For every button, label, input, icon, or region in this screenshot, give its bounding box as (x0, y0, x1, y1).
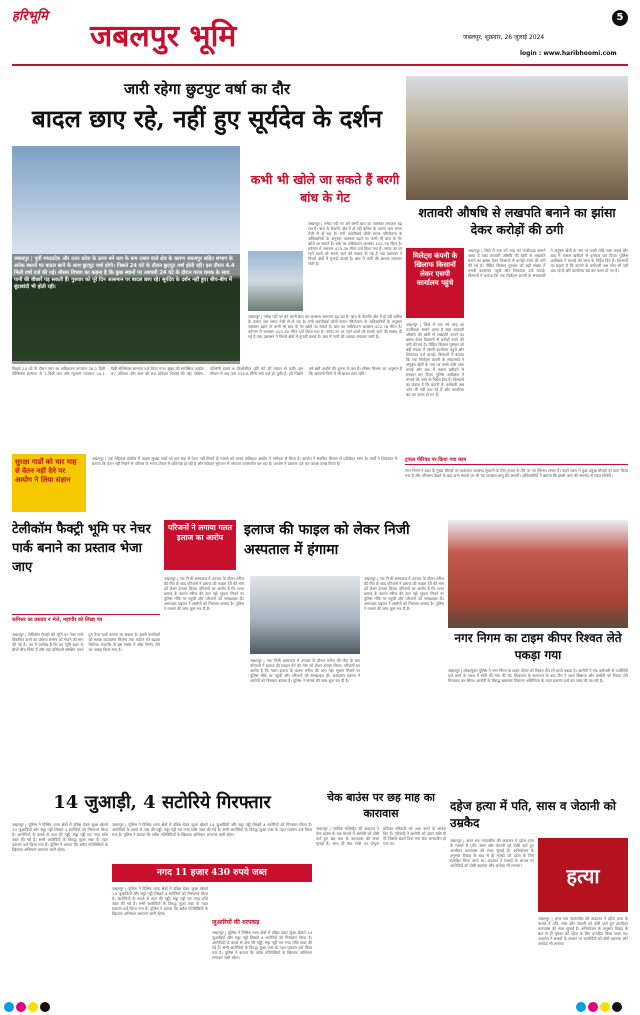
jua-body-top: जबलपुर | पुलिस ने विभिन्न थाना क्षेत्रों में दबिश देकर जुआ खेलते 14 जुआड़ियों और सट्टा पट्टी लिखते 4 सटोरियों को गिरफ्तार किया है। आरोपियों के कब्जे से ताश की गड्डी, सट्टा पट्टी एवं नगद राशि जब्त की गई है। सभी आरोपियों के विरुद्ध जुआ एक्ट के तहत प्रकरण दर्ज किया गया है। पुलिस ने बताया कि अवैध गतिविधियों के खिलाफ अभियान लगातार जारी रहेगा। (112, 822, 312, 837)
lead-headline: बादल छाए रहे, नहीं हुए सूर्यदेव के दर्शन (32, 104, 382, 133)
jua-story (12, 790, 312, 1010)
shatavari-body: जबलपुर | जिले में एक नये तरह का फर्जीवाड़ा सामने आया है जहां शतावरी औषधि की खेती से लखपति बनाने का झांसा देकर किसानों से करोड़ों रुपये की ठगी की गई है। पीड़ित किसान गुरुवार को बड़ी संख्या में एसपी कार्यालय पहुंचे और शिकायत दर्ज कराई। किसानों ने बताया कि एक मिलेट्स कंपनी के संचालकों ने अनुबंध खेती के नाम पर उनसे राशि जमा कराई और बाद में फसल खरीदने से इनकार कर दिया। पुलिस अधीक्षक ने मामले की जांच के निर्देश दिए हैं। किसानों का कहना है कि कंपनी के कर्मचारी अब फोन भी नहीं उठा रहे हैं और कार्यालय बंद कर फरार हो गए हैं। (468, 248, 628, 278)
guard-tag: सुरक्षा गार्डों को चार माह से वेतन नहीं देने पर आयोग ने लिया संज्ञान (12, 454, 86, 512)
telecom-sub: कमिश्नर का प्रस्ताव न भेजे, महापौर को लिखा पत्र (12, 614, 160, 628)
gate-headline: कभी भी खोले जा सकते हैं बरगी बांध के गेट (250, 172, 400, 205)
hospital-body-right: जबलपुर | एक निजी अस्पताल में उपचार के दौरान मरीज की मौत के बाद परिजनों ने इलाज की फाइल देने की मांग को लेकर हंगामा किया। परिजनों का आरोप है कि गलत इलाज के कारण मरीज की जान गई। सूचना मिलने पर पुलिस मौके पर पहुंची और परिजनों को समझाइश दी। अस्पताल प्रबंधन ने आरोपों को निराधार बताया है। पुलिस ने मामले की जांच शुरू कर दी है। (364, 576, 444, 611)
nagar-photo-building (448, 520, 628, 628)
lead-body: पिछले 24 घंटे के दौरान नगर का अधिकतम तापमान 28.2 डिग्री सेल्सियस सामान्य से 1 डिग्री कम और न्यूनतम तापमान 24.1 डिग्री सेल्सियस सामान्य दर्ज किया गया। सुबह की सापेक्षिक आर्द्रता 97 प्रतिशत और शाम की 89 प्रतिशत रिकॉर्ड की गई। दक्षिण-पश्चिमी हवाएं 6 किलोमीटर प्रति घंटे की रफ्तार से चलीं। इस सीजन में अब तक 535.8 मिमी वर्षा दर्ज हो चुकी है, जो पिछले वर्ष इसी अवधि की तुलना में कम है। मौसम विभाग का अनुमान है कि आगामी दिनों में भी बादल छाए रहेंगे। (12, 366, 402, 376)
gate-body: जबलपुर | नर्मदा नदी पर बने बरगी बांध का जलस्तर लगातार बढ़ रहा है। बांध के कैचमेंट क्षेत्र में हो रही बारिश के कारण जल भराव तेजी से हो रहा है। रानी अवंतीबाई लोधी सागर परियोजना के अधिकारियों के अनुसार जलस्तर बढ़ने पर कभी भी बांध के गेट खोले जा सकते हैं। बांध का अधिकतम जलस्तर 422.76 मीटर है। वर्तमान में जलस्तर 415.30 मीटर दर्ज किया गया है। नर्मदा तट पर रहने वालों को सतर्क रहने की सलाह दी गई है तथा प्रशासन ने निचले क्षेत्रों में मुनादी कराई है। बांध में पानी की आवक लगातार जारी है। (308, 221, 402, 266)
issue-date: जबलपुर, शुक्रवार, 26 जुलाई 2024 (463, 34, 545, 41)
dahej-body-right: जबलपुर | अपर सत्र न्यायाधीश की अदालत ने दहेज हत्या के मामले में पति, सास और जेठानी को दोषी पाते हुए आजीवन कारावास की सजा सुनाई है। अभियोजन के अनुसार विवाह के बाद से ही मृतका को दहेज के लिए प्रताड़ित किया जाता था। अदालत ने साक्ष्यों के आधार पर आरोपियों को दोषी ठहराया और अर्थदंड भी लगाया। (538, 916, 628, 946)
shatavari-tag: मिलेट्स कंपनी के खिलाफ किसानों लेकर एसपी कार्यालय पहुंचे (406, 248, 464, 318)
jua-sub: नगद 11 हजार 430 रुपये जब्त (112, 864, 312, 882)
hospital-headline: इलाज की फाइल को लेकर निजी अस्पताल में हंगामा (244, 522, 410, 558)
telecom-story (12, 518, 160, 788)
lead-story (12, 76, 402, 448)
hospital-body: जबलपुर | एक निजी अस्पताल में उपचार के दौरान मरीज की मौत के बाद परिजनों ने इलाज की फाइल देने की मांग को लेकर हंगामा किया। परिजनों का आरोप है कि गलत इलाज के कारण मरीज की जान गई। सूचना मिलने पर पुलिस मौके पर पहुंची और परिजनों को समझाइश दी। अस्पताल प्रबंधन ने आरोपों को निराधार बताया है। पुलिस ने मामले की जांच शुरू कर दी है। (164, 576, 244, 611)
shatavari-body-lower: जबलपुर | जिले में एक नये तरह का फर्जीवाड़ा सामने आया है जहां शतावरी औषधि की खेती से लखपति बनाने का झांसा देकर किसानों से करोड़ों रुपये की ठगी की गई है। पीड़ित किसान गुरुवार को बड़ी संख्या में एसपी कार्यालय पहुंचे और शिकायत दर्ज कराई। किसानों ने बताया कि एक मिलेट्स कंपनी के संचालकों ने अनुबंध खेती के नाम पर उनसे राशि जमा कराई और बाद में फसल खरीदने से इनकार कर दिया। पुलिस अधीक्षक ने मामले की जांच के निर्देश दिए हैं। किसानों का कहना है कि कंपनी के कर्मचारी अब फोन भी नहीं उठा रहे हैं और कार्यालय बंद कर फरार हो गए हैं। (406, 322, 464, 397)
dahej-image-word: हत्या (566, 863, 600, 888)
jua-box-label: जुआरियों की धरपकड़ (212, 919, 260, 926)
guard-body: जबलपुर | एक मेडिकल कॉलेज में पदस्थ सुरक्षा गार्डों को चार माह से वेतन नहीं मिलने के मामले को मानव अधिकार आयोग ने गंभीरता से लिया है। आयोग ने संबंधित विभाग से प्रतिवेदन मांगा है। गार्डों ने शिकायत में बताया कि वेतन नहीं मिलने से परिवार के भरण-पोषण में कठिनाई हो रही है और ठेकेदार भुगतान में लगातार टालमटोल कर रहा है। आयोग ने प्रकरण दर्ज कर जवाब तलब किया है। (92, 456, 397, 466)
nagar-story (448, 518, 628, 796)
lead-kicker: जारी रहेगा छुटपुट वर्षा का दौर (123, 80, 291, 98)
dahej-body: जबलपुर | अपर सत्र न्यायाधीश की अदालत ने दहेज हत्या के मामले में पति, सास और जेठानी को दोषी पाते हुए आजीवन कारावास की सजा सुनाई है। अभियोजन के अनुसार विवाह के बाद से ही मृतका को दहेज के लिए प्रताड़ित किया जाता था। अदालत ने साक्ष्यों के आधार पर आरोपियों को दोषी ठहराया और अर्थदंड भी लगाया। (450, 838, 534, 868)
hospital-photo (250, 576, 360, 654)
dahej-story (450, 798, 628, 1012)
traffic-story (405, 456, 628, 516)
website-url[interactable]: login : www.haribhoomi.com (520, 50, 617, 57)
page-number: 5 (612, 10, 628, 26)
hospital-tag: परिजनों ने लगाया गलत इलाज का आरोप (164, 520, 236, 570)
telecom-headline: टेलीकॉम फैक्ट्री भूमि पर नेचर पार्क बनाने का प्रस्ताव भेजा जाए (12, 522, 151, 575)
dahej-image (538, 838, 628, 912)
masthead (0, 0, 640, 68)
registration-marks-right (576, 1002, 636, 1014)
hospital-story (164, 518, 444, 786)
nagar-headline: नगर निगम का टाइम कीपर रिश्वत लेते पकड़ा गया (454, 631, 622, 662)
masthead-rule (12, 64, 628, 66)
guard-story (12, 452, 397, 514)
gate-photo-dam (248, 251, 303, 311)
shatavari-story (406, 76, 628, 448)
cheque-body: जबलपुर | न्यायिक मजिस्ट्रेट की अदालत ने चेक बाउंस के एक मामले में आरोपी को दोषी पाते हुए छह माह के कारावास की सजा सुनाई है। साथ ही चेक राशि का दोगुना प्रतिकर परिवादी को अदा करने के आदेश दिए हैं। परिवादी ने आरोपी को उधार राशि दी थी जिसके बदले दिया गया चेक अनादरित हो गया था। (316, 826, 446, 846)
jua-body-right: जबलपुर | पुलिस ने विभिन्न थाना क्षेत्रों में दबिश देकर जुआ खेलते 14 जुआड़ियों और सट्टा पट्टी लिखते 4 सटोरियों को गिरफ्तार किया है। आरोपियों के कब्जे से ताश की गड्डी, सट्टा पट्टी एवं नगद राशि जब्त की गई है। सभी आरोपियों के विरुद्ध जुआ एक्ट के तहत प्रकरण दर्ज किया गया है। पुलिस ने बताया कि अवैध गतिविधियों के खिलाफ अभियान लगातार जारी रहेगा। (212, 930, 312, 960)
jua-body-mid: जबलपुर | पुलिस ने विभिन्न थाना क्षेत्रों में दबिश देकर जुआ खेलते 14 जुआड़ियों और सट्टा पट्टी लिखते 4 सटोरियों को गिरफ्तार किया है। आरोपियों के कब्जे से ताश की गड्डी, सट्टा पट्टी एवं नगद राशि जब्त की गई है। सभी आरोपियों के विरुद्ध जुआ एक्ट के तहत प्रकरण दर्ज किया गया है। पुलिस ने बताया कि अवैध गतिविधियों के खिलाफ अभियान लगातार जारी रहेगा। (112, 886, 208, 916)
shatavari-photo (406, 76, 628, 200)
jua-body-left: जबलपुर | पुलिस ने विभिन्न थाना क्षेत्रों में दबिश देकर जुआ खेलते 14 जुआड़ियों और सट्टा पट्टी लिखते 4 सटोरियों को गिरफ्तार किया है। आरोपियों के कब्जे से ताश की गड्डी, सट्टा पट्टी एवं नगद राशि जब्त की गई है। सभी आरोपियों के विरुद्ध जुआ एक्ट के तहत प्रकरण दर्ज किया गया है। पुलिस ने बताया कि अवैध गतिविधियों के खिलाफ अभियान लगातार जारी रहेगा। (12, 822, 108, 852)
section-title: जबलपुर भूमि (90, 19, 237, 54)
nagar-body: जबलपुर | लोकायुक्त पुलिस ने नगर निगम के टाइम कीपर को रिश्वत लेते रंगे हाथों पकड़ा है। आरोपी ने एक कर्मचारी से उपस्थिति दर्ज करने के एवज में राशि की मांग की थी। शिकायत के सत्यापन के बाद टीम ने जाल बिछाया और आरोपी को रिश्वत लेते गिरफ्तार कर लिया। आरोपी के विरुद्ध भ्रष्टाचार निवारण अधिनियम के तहत प्रकरण दर्ज कर जांच की जा रही है। (448, 668, 628, 683)
registration-marks-left (4, 1002, 64, 1014)
dahej-headline: दहेज हत्या में पति, सास व जेठानी को उम्रकैद (450, 799, 617, 830)
brand-logo: हरिभूमि (12, 9, 48, 24)
telecom-body: जबलपुर | टेलीकॉम फैक्ट्री की भूमि पर नेचर पार्क विकसित करने का प्रस्ताव शासन को भेजने की मांग की गई है। पत्र में उल्लेख है कि यह भूमि शहर के बीचों बीच स्थित है और यहां हरियाली संरक्षित करते हुए नेचर पार्क बनाया जा सकता है। इससे नागरिकों को स्वच्छ वातावरण मिलेगा तथा पर्यटन को बढ़ावा मिलेगा। महापौर से इस संबंध में शीघ्र निर्णय लेने का आग्रह किया गया है। (12, 632, 160, 652)
hospital-body-mid: जबलपुर | एक निजी अस्पताल में उपचार के दौरान मरीज की मौत के बाद परिजनों ने इलाज की फाइल देने की मांग को लेकर हंगामा किया। परिजनों का आरोप है कि गलत इलाज के कारण मरीज की जान गई। सूचना मिलने पर पुलिस मौके पर पहुंची और परिजनों को समझाइश दी। अस्पताल प्रबंधन ने आरोपों को निराधार बताया है। पुलिस ने मामले की जांच शुरू कर दी है। (250, 658, 360, 683)
jua-headline: 14 जुआड़ी, 4 सटोरिये गिरफ्तार (53, 792, 271, 813)
traffic-body: नगर निगम ने शहर के मुख्य चौराहों पर यातायात व्यवस्था सुधारने के लिए ट्रायल के तौर पर नए सिग्नल लगाए हैं। पहले चरण में कुछ प्रमुख चौराहों पर काम किया गया है और परिणाम देखने के बाद अन्य स्थानों पर भी यह व्यवस्था लागू की जाएगी। अधिकारियों ने बताया कि इससे जाम की समस्या से राहत मिलेगी। (405, 468, 628, 478)
shatavari-headline: शतावरी औषधि से लखपति बनाने का झांसा देकर करोड़ों की ठगी (418, 205, 616, 237)
lead-caption: जबलपुर | पूर्वी मध्यप्रदेश और उत्तर प्रदेश के ऊपर बने कम के कम दबाव वाले क्षेत्र के कारण जबलपुर सहित संभाग के अनेक स्थानों पर बादल छाने के साथ छुटपुट वर्षा होगी। पिछले 24 घंटे के दौरान छुटपुट वर्षा होती रही। इस दौरान 4.4 मिली वर्षा दर्ज की गई। मौसम विभाग का कहना है कि कुछ स्थानों पर आगामी 24 घंटे के दौरान गरज चमक के साथ पानी की बौछारें पड़ सकती हैं। गुरुवार को पूरे दिन आसमान पर बादल छाए रहे। सूर्यदेव के दर्शन नहीं हुए। बीच-बीच में बूंदाबांदी भी होती रही। (12, 254, 240, 364)
traffic-kicker: ट्रायल पीरियड पर किया गया काम (405, 456, 628, 465)
gate-body-lower: जबलपुर | नर्मदा नदी पर बने बरगी बांध का जलस्तर लगातार बढ़ रहा है। बांध के कैचमेंट क्षेत्र में हो रही बारिश के कारण जल भराव तेजी से हो रहा है। रानी अवंतीबाई लोधी सागर परियोजना के अधिकारियों के अनुसार जलस्तर बढ़ने पर कभी भी बांध के गेट खोले जा सकते हैं। बांध का अधिकतम जलस्तर 422.76 मीटर है। वर्तमान में जलस्तर 415.30 मीटर दर्ज किया गया है। नर्मदा तट पर रहने वालों को सतर्क रहने की सलाह दी गई है तथा प्रशासन ने निचले क्षेत्रों में मुनादी कराई है। बांध में पानी की आवक लगातार जारी है। (248, 314, 402, 339)
cheque-story (316, 790, 446, 1010)
cheque-headline: चेक बाउंस पर छह माह का कारावास (326, 791, 436, 820)
